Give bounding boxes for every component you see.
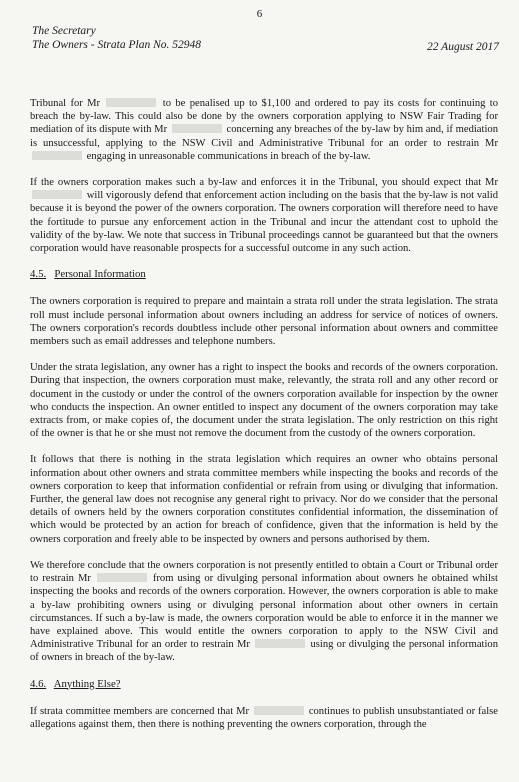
redaction-block: [97, 573, 147, 582]
redaction-block: [32, 151, 82, 160]
redaction-block: [106, 98, 156, 107]
addressee-line-1: The Secretary: [32, 25, 96, 37]
redaction-block: [32, 190, 82, 199]
text-run: If strata committee members are concerned that Mr: [30, 705, 250, 717]
text-run: using or divulging the personal information of owners in breach of the by-law.: [30, 639, 498, 664]
text-run: will vigorously defend that enforcement action including on the basis that the by-law is not valid because it is beyond the power of the owners corporation. The owners corporation will therefore need to have the fortitude to pursue any enforcement action in the Tribunal and incur the attendant cost to uphold the validity of the by-law. We note that success in Tribunal proceedings cannot be guaranteed but that the owners corporation would have reasonable prospects for a successful outcome in any such action.: [30, 190, 498, 255]
addressee-line-2: The Owners - Strata Plan No. 52948: [32, 39, 201, 51]
section-title: Anything Else?: [53, 677, 121, 690]
redaction-block: [172, 124, 222, 133]
text-run: to be penalised up to $1,100 and ordered to pay its costs for continuing to breach the by-law. This could also be done by the owners corporation applying to NSW Fair Trading for mediation of its dispute with Mr: [30, 98, 499, 136]
text-run: If the owners corporation makes such a by-law and enforces it in the Tribunal, you should expect that Mr: [30, 177, 498, 189]
text-run: continues to publish unsubstantiated or false allegations against them, then there is nothing preventing the owners corporation, through the: [30, 705, 498, 730]
paragraph-conclusion: [30, 559, 498, 665]
letter-date: 22 August 2017: [427, 41, 499, 53]
redaction-block: [255, 639, 305, 648]
section-number: 4.5.: [30, 268, 47, 281]
section-heading-anything-else: [30, 678, 498, 691]
paragraph-allegations: [30, 705, 498, 731]
page-number: 6: [256, 8, 263, 20]
text-run: Tribunal for Mr: [30, 98, 101, 109]
paragraph-enforcement: [30, 176, 498, 255]
paragraph-strata-roll: The owners corporation is required to prepare and maintain a strata roll under the strata legislation. The strata roll must include personal information about owners including an address for service of notices of owners. The owners corporation's records doubtless include other personal information about owners and committee members such as email addresses and telephone numbers.: [30, 296, 498, 348]
section-heading-personal-information: [30, 268, 498, 281]
text-run: from using or divulging personal information about owners he obtained whilst inspecting the books and records of the owners corporation. However, the owners corporation is able to make a by-law prohibiting owners using or divulging personal information about other owners in certain circumstances. If such a by-law is made, the owners corporation would be able to enforce it in the manner we have explained above. This would entitle the owners corporation to apply to the NSW Civil and Administrative Tribunal for an order to restrain Mr: [30, 573, 498, 651]
text-run: concerning any breaches of the by-law by him and, if mediation is unsuccessful, applying to the NSW Civil and Administrative Tribunal for an order to restrain Mr: [30, 124, 498, 149]
letter-body: [30, 97, 498, 744]
paragraph-tribunal-penalty: [30, 97, 498, 163]
paragraph-no-confidentiality: It follows that there is nothing in the strata legislation which requires an owner who obtains personal information about other owners and strata committee members while inspecting the books and records of the owners corporation to keep that information confidential or refrain from using or divulging that information. Further, the general law does not recognise any general right to privacy. Nor do we consider that the personal details of owners held by the owners corporation constitutes confidential information, the dissemination of which would be protected by an action for breach of confidence, given that the information is held by the owners corporation and freely able to be inspected by owners and persons authorised by them.: [30, 454, 498, 545]
redaction-block: [254, 706, 304, 715]
text-run: We therefore conclude that the owners corporation is not presently entitled to obtain a Court or Tribunal order to restrain Mr: [30, 559, 498, 585]
section-title: Personal Information: [54, 268, 146, 281]
addressee-block: [32, 24, 201, 52]
text-run: engaging in unreasonable communications in breach of the by-law.: [86, 150, 371, 162]
paragraph-inspection-rights: Under the strata legislation, any owner has a right to inspect the books and records of the owners corporation. During that inspection, the owners corporation must make, relevantly, the strata roll and any other record or document in the custody or under the control of the owners corporation available for inspection by the owner who conducts the inspection. An owner entitled to inspect any document of the owners corporation may take extracts from, or make copies of, the document under the strata legislation. The only restriction on this right of the owner is that he or she must not remove the document from the custody of the owners corporation.: [30, 362, 498, 440]
section-number: 4.6.: [30, 677, 47, 690]
